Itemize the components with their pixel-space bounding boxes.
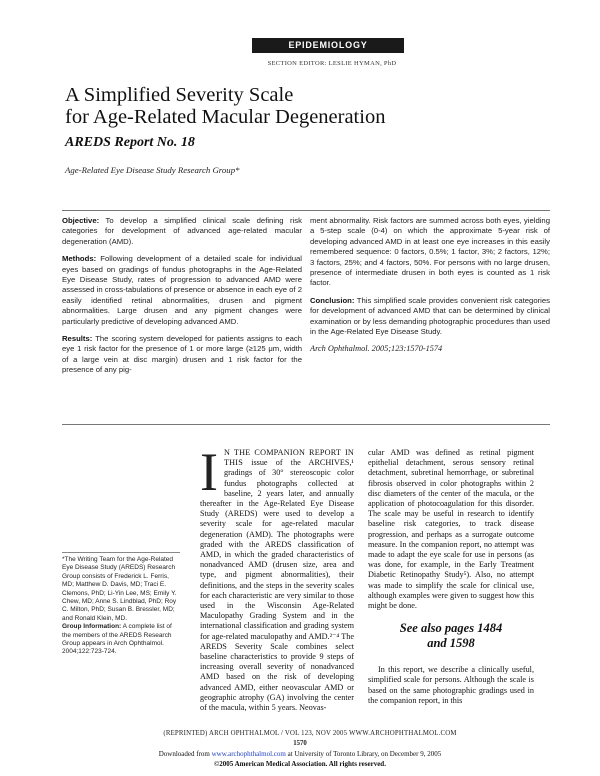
objective-label: Objective: bbox=[62, 216, 100, 225]
methods-label: Methods: bbox=[62, 254, 97, 264]
group-info-text: A complete list of the members of the AREDS Research Group appears in Arch Ophthalmol. 2004;122:723-724. bbox=[62, 623, 172, 656]
body-column-2 bbox=[368, 448, 534, 710]
abstract-left-column bbox=[62, 216, 302, 383]
body-column-1 bbox=[200, 442, 354, 717]
journal-website-link[interactable]: www.archophthalmol.com bbox=[211, 750, 286, 758]
page-number: 1570 bbox=[293, 740, 307, 747]
results-label: Results: bbox=[62, 334, 93, 344]
download-notice bbox=[0, 750, 600, 758]
conclusion-label: Conclusion: bbox=[310, 295, 355, 305]
section-tag: EPIDEMIOLOGY bbox=[252, 38, 404, 53]
see-also-line-1: See also pages 1484 bbox=[399, 621, 503, 636]
see-also-line-2: and 1598 bbox=[427, 636, 475, 651]
group-information bbox=[62, 623, 180, 657]
article-authors: Age-Related Eye Disease Study Research Group* bbox=[65, 165, 240, 175]
abstract-results bbox=[62, 334, 302, 376]
abstract-divider bbox=[62, 424, 550, 425]
article-title bbox=[65, 84, 485, 128]
journal-footer: (REPRINTED) ARCH OPHTHALMOL / VOL 123, NOV 2005 WWW.ARCHOPHTHALMOL.COM bbox=[163, 730, 457, 737]
methods-text: Following development of a detailed scale for individual eyes based on gradings of fundus photographs in the Age-Related Eye Disease Study, rates of progression to advanced AMD were assessed in cross-tabulations of presence or absence in each eye of 2 easily identified retinal abnormalities, drusen and pigment abnormalities. Large drusen and any pigment changes were particularly predictive of developing advanced AMD. bbox=[62, 254, 302, 326]
results-text-left: The scoring system developed for patients assigns to each eye 1 risk factor for the presence of 1 or more large (≥125 μm, width of a large vein at disc margin) drusen and 1 risk factor for the presence of any pig- bbox=[62, 334, 303, 375]
article-subtitle: AREDS Report No. 18 bbox=[65, 135, 195, 150]
intro-text: issue of the ARCHIVES,¹ gradings of 30° stereoscopic color fundus photographs collected at baseline, 2 years later, and annually thereafter in the Age-Related Eye Disease Study (AREDS) were used to develop a severity scale for age-related macular degeneration (AMD). The photographs were graded with the AREDS classification of AMD, in which the graded characteristics of nonadvanced AMD (drusen size, area and type, and pigment abnormalities), their definitions, and the steps in the severity scales for each characteristic are very similar to those used in the Wisconsin Age-Related Maculopathy Grading System and in the international classification and grading system for age-related maculopathy and AMD.²⁻⁴ The AREDS Severity Scale combines select baseline characteristics to provide 9 steps of increasing overall severity of nonadvanced AMD based on the risk of developing advanced AMD, either neovascular AMD or geographic atrophy (GA) involving the center of the macula, within 5 years. Neovas- bbox=[200, 458, 354, 713]
results-text-right: ment abnormality. Risk factors are summed across both eyes, yielding a 5-step scale (0-4) on which the approximate 5-year risk of developing advanced AMD in at least one eye increases in this easily remembered sequence: 0 factors, 0.5%; 1 factor, 3%; 2 factors, 12%; 3 factors, 25%; and 4 factors, 50%. For persons with no large drusen, presence of intermediate drusen in both eyes is counted as 1 risk factor. bbox=[310, 216, 550, 288]
body-paragraph-continued: cular AMD was defined as retinal pigment epithelial detachment, serous sensory retinal detachment, subretinal hemorrhage, or subretinal fibrosis observed in color photographs within 2 disc diameters of the center of the macula, or the application of photocoagulation for this disorder. The scale may be useful in research to identify baseline risk categories, to track disease progression, and perhaps as a surrogate outcome measure. In the companion report, no attempt was made to adapt the eye scale for use in persons (as was done, for example, in the Early Treatment Diabetic Retinopathy Study⁵). Also, no attempt was made to simplify the scale for clinical use, although examples were given to suggest how this might be done. bbox=[368, 448, 534, 611]
writing-team-note: *The Writing Team for the Age-Related Eye Disease Study (AREDS) Research Group consists of Frederick L. Ferris, MD; Matthew D. Davis, MD; Traci E. Clemons, PhD; Li-Yin Lee, MS; Emily Y. Chew, MD; Anne S. Lindblad, PhD; Roy C. Milton, PhD; Susan B. Bressler, MD; and Ronald Klein, MD. bbox=[62, 556, 177, 622]
author-footnote bbox=[62, 552, 180, 657]
title-line-1: A Simplified Severity Scale bbox=[65, 84, 294, 106]
title-line-2: for Age-Related Macular Degeneration bbox=[65, 106, 386, 128]
objective-text: To develop a simplified clinical scale defining risk categories for development of advanced age-related macular degeneration (AMD). bbox=[62, 216, 302, 246]
abstract bbox=[62, 210, 550, 375]
intro-paragraph bbox=[200, 442, 354, 713]
conclusion-text: This simplified scale provides convenient risk categories for development of advanced AMD that can be determined by clinical examination or by less demanding photographic procedures than used in the Age-Related Eye Disease Study. bbox=[310, 295, 550, 337]
drop-cap: I bbox=[200, 442, 218, 502]
abstract-conclusion bbox=[310, 296, 550, 338]
body-paragraph-2: In this report, we describe a clinically useful, simplified scale for persons. Although the scale is based on the same photographic gradings used in the companion report, in this bbox=[368, 665, 534, 705]
download-suffix: at University of Toronto Library, on December 9, 2005 bbox=[287, 750, 442, 758]
group-info-label: Group Information: bbox=[62, 623, 122, 631]
section-editor: SECTION EDITOR: LESLIE HYMAN, PhD bbox=[267, 60, 397, 67]
abstract-citation: Arch Ophthalmol. 2005;123:1570-1574 bbox=[310, 344, 443, 354]
see-also-callout[interactable] bbox=[368, 621, 534, 651]
download-prefix: Downloaded from bbox=[158, 750, 210, 758]
lead-in-smallcaps: N THE COMPANION REPORT IN THIS bbox=[223, 448, 354, 468]
abstract-objective bbox=[62, 216, 302, 247]
abstract-methods bbox=[62, 254, 302, 327]
copyright-notice: ©2005 American Medical Association. All rights reserved. bbox=[214, 760, 386, 768]
abstract-right-column bbox=[310, 216, 550, 362]
